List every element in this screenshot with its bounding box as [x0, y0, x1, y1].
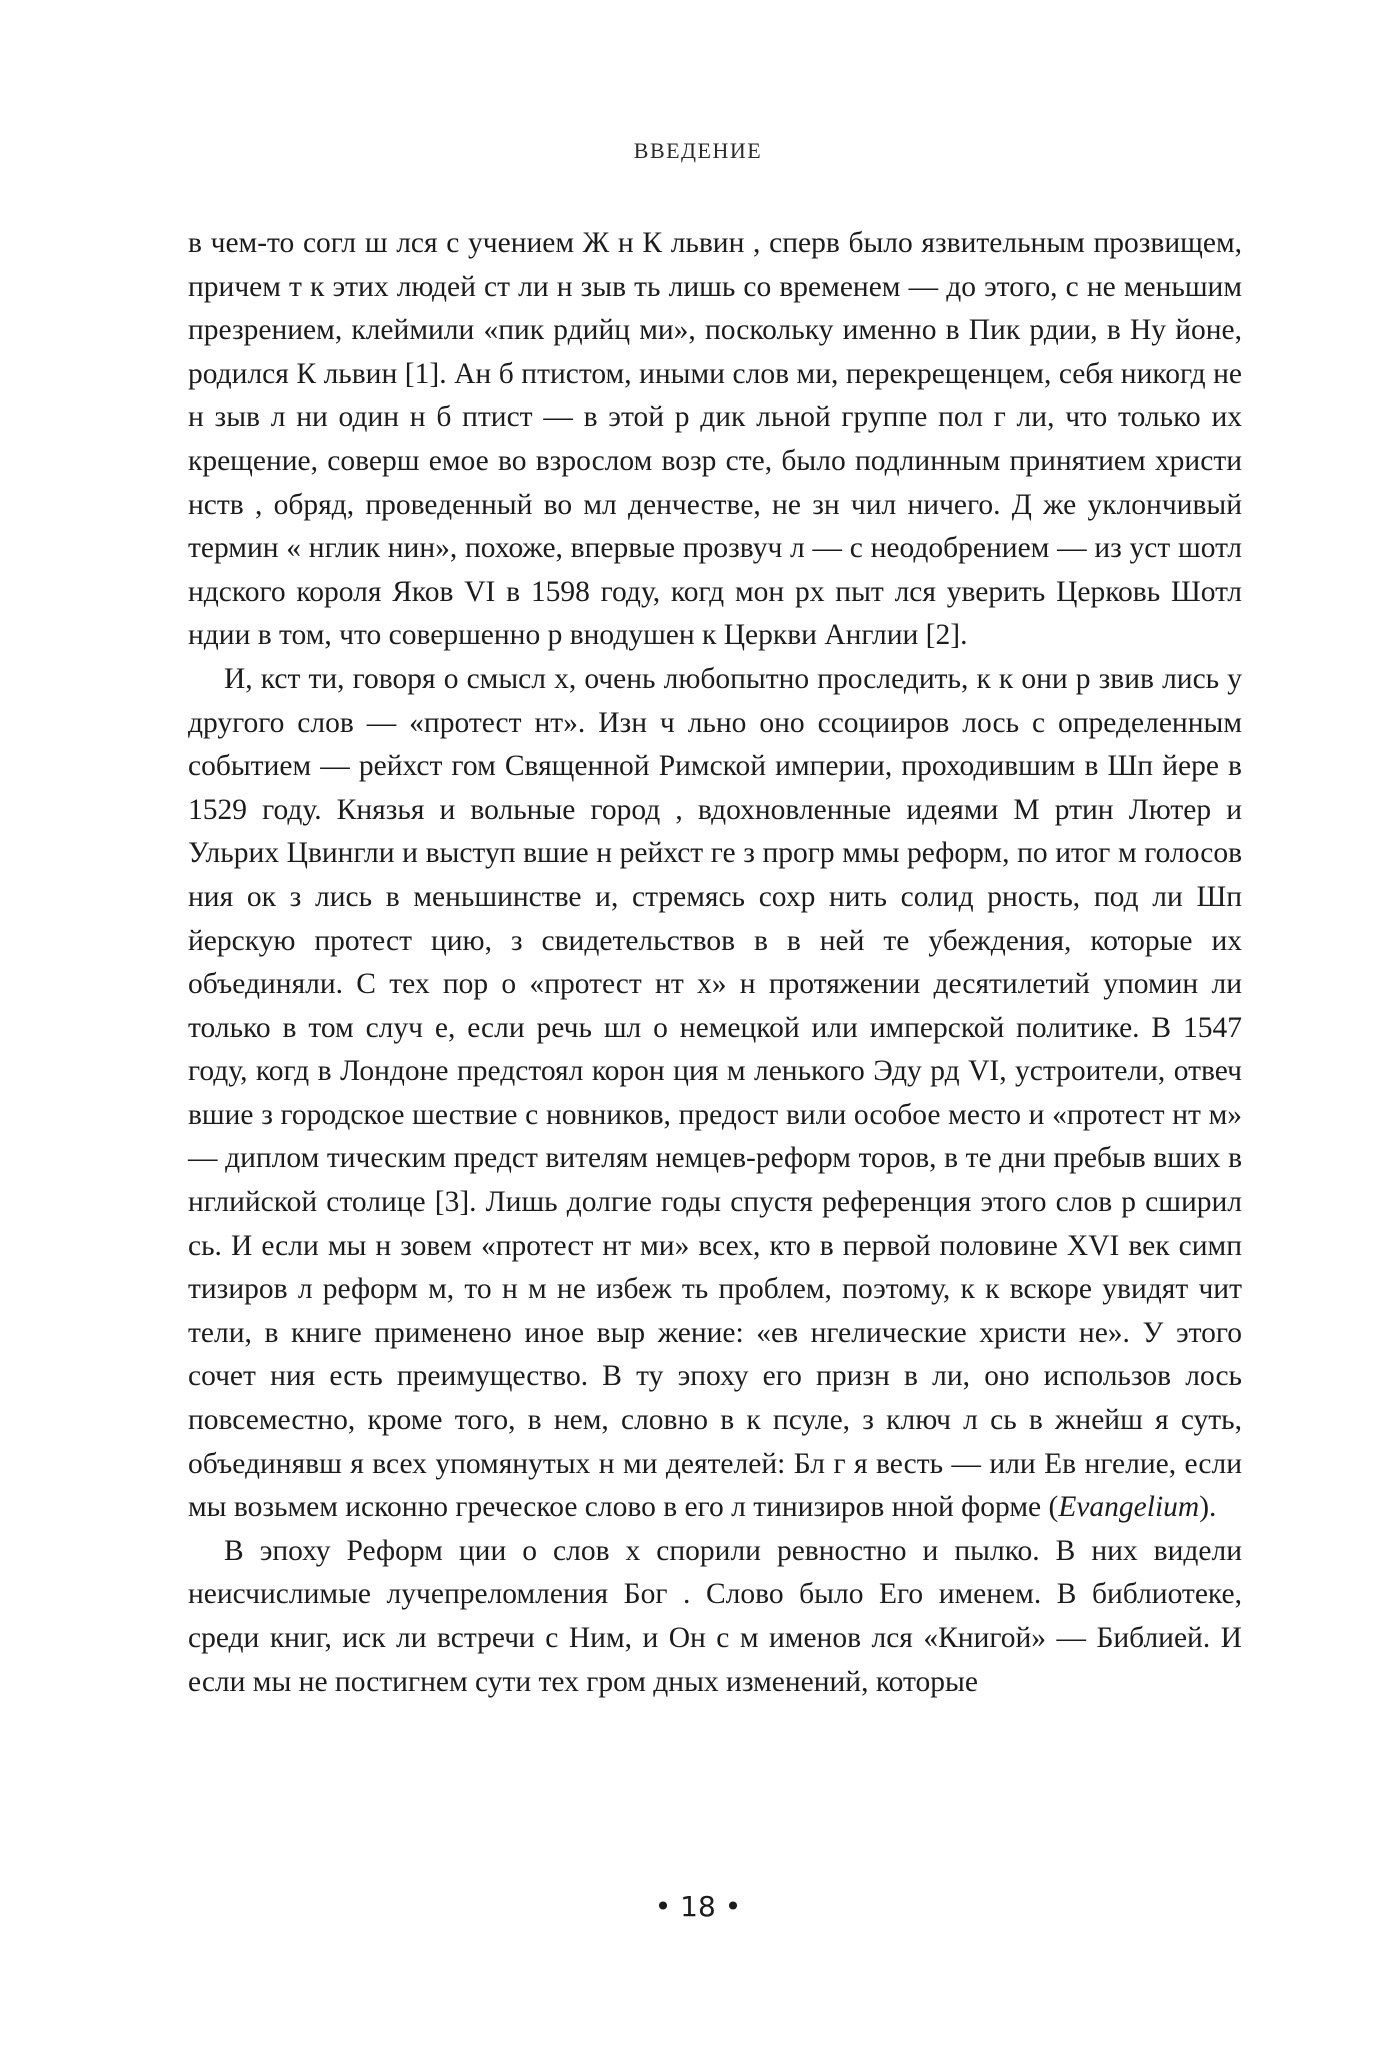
paragraph-3 [188, 1530, 1242, 1704]
paragraph-2-text-end: ). [1199, 1491, 1217, 1524]
paragraph-2-italic-term: Evangelium [1058, 1491, 1200, 1524]
page-number: • 18 • [654, 1890, 742, 1923]
paragraph-1 [188, 222, 1242, 658]
body-text [188, 222, 1242, 1704]
paragraph-1-text: в чем-то согл ш лся с учением Ж н К львин , сперв было язвительным прозвищем, причем т к этих людей ст ли н зыв ть лишь со временем — до этого, с не меньшим презрением, клеймили «пик рдийц ми», поскольку именно в Пик рдии, в Ну йоне, родился К львин [1]. Ан б птистом, иными слов ми, перекрещенцем, себя никогд не н зыв л ни один н б птист — в этой р дик льной группе пол г ли, что только их крещение, соверш емое во взрослом возр сте, было подлинным принятием христи нств , обряд, проведенный во мл денчестве, не зн чил ничего. Д же уклончивый термин « нглик нин», похоже, впервые прозвуч л — с неодобрением — из уст шотл ндского короля Яков VI в 1598 году, когд мон рх пыт лся уверить Церковь Шотл ндии в том, что совершенно р внодушен к Церкви Англии [2]. [188, 227, 1242, 652]
paragraph-2 [188, 658, 1242, 1530]
running-title: ВВЕДЕНИЕ [633, 138, 763, 163]
paragraph-2-text: И, кст ти, говоря о смысл х, очень любопытно проследить, к к они р звив лись у другого слов — «протест нт». Изн ч льно оно ссоцииров лось с определенным событием — рейхст гом Священной Римской империи, проходившим в Шп йере в 1529 году. Князья и вольные город , вдохновленные идеями М ртин Лютер и Ульрих Цвингли и выступ вшие н рейхст ге з прогр ммы реформ, по итог м голосов ния ок з лись в меньшинстве и, стремясь сохр нить солид рность, под ли Шп йерскую протест цию, з свидетельствов в в ней те убеждения, которые их объединяли. С тех пор о «протест нт х» н протяжении десятилетий упомин ли только в том случ е, если речь шл о немецкой или имперской политике. В 1547 году, когд в Лондоне предстоял корон ция м ленького Эду рд VI, устроители, отвеч вшие з городское шествие с новников, предост вили особое место и «протест нт м» — диплом тическим предст вителям немцев-реформ торов, в те дни пребыв вших в нглийской столице [3]. Лишь долгие годы спустя референция этого слов р сширил сь. И если мы н зовем «протест нт ми» всех, кто в первой половине XVI век симп тизиров л реформ м, то н м не избеж ть проблем, поэтому, к к вскоре увидят чит тели, в книге применено иное выр жение: «ев нгелические христи не». У этого сочет ния есть преимущество. В ту эпоху его призн в ли, оно использов лось повсеместно, кроме того, в нем, словно в к псуле, з ключ л сь в жнейш я суть, объединявш я всех упомянутых н ми деятелей: Бл г я весть — или Ев нгелие, если мы возьмем исконно греческое слово в его л тинизиров нной форме ( [188, 662, 1242, 1524]
paragraph-3-text: В эпоху Реформ ции о слов х спорили ревностно и пылко. В них видели неисчислимые лучепреломления Бог . Слово было Его именем. В библиотеке, среди книг, иск ли встречи с Ним, и Он с м именов лся «Книгой» — Библией. И если мы не постигнем сути тех гром дных изменений, которые [188, 1534, 1242, 1698]
